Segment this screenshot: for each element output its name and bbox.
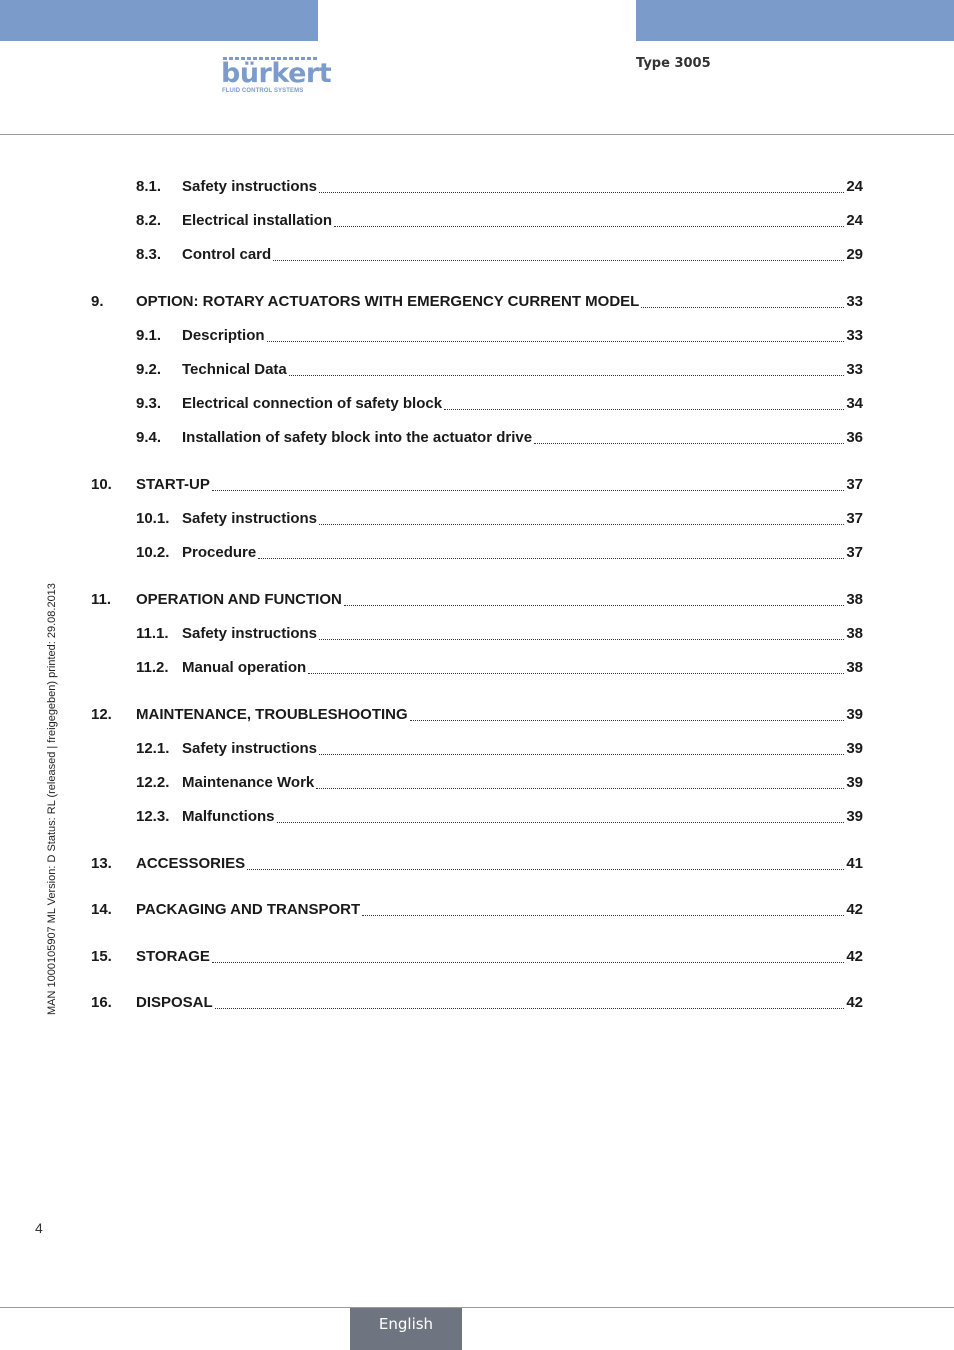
- toc-entry-title: Safety instructions: [182, 625, 318, 642]
- toc-entry-title: Safety instructions: [182, 178, 318, 195]
- toc-entry-number: 9.3.: [136, 395, 162, 412]
- toc-entry[interactable]: [91, 855, 863, 875]
- toc-dot-leader: [277, 821, 845, 823]
- toc-entry[interactable]: [136, 544, 863, 564]
- toc-entry-page: 24: [846, 212, 863, 229]
- toc-entry-title: Installation of safety block into the actuator drive: [182, 429, 533, 446]
- toc-entry-number: 8.2.: [136, 212, 162, 229]
- toc-dot-leader: [316, 787, 844, 789]
- toc-dot-leader: [344, 604, 844, 606]
- page-number: 4: [35, 1220, 43, 1236]
- toc-entry-number: 12.2.: [136, 774, 170, 791]
- toc-dot-leader: [334, 225, 844, 227]
- document-side-note: MAN 1000105907 ML Version: D Status: RL (released | freigegeben) printed: 29.08.2013: [46, 583, 58, 1015]
- toc-entry-number: 10.1.: [136, 510, 170, 527]
- toc-entry-page: 36: [846, 429, 863, 446]
- toc-entry-number: 16.: [91, 994, 112, 1011]
- toc-entry[interactable]: [91, 591, 863, 611]
- toc-entry[interactable]: [136, 659, 863, 679]
- toc-entry-number: 15.: [91, 948, 112, 965]
- toc-entry-number: 8.3.: [136, 246, 162, 263]
- toc-entry-title: MAINTENANCE, TROUBLESHOOTING: [136, 706, 408, 723]
- toc-entry[interactable]: [136, 327, 863, 347]
- toc-entry-title: Malfunctions: [182, 808, 275, 825]
- toc-entry-number: 14.: [91, 901, 112, 918]
- toc-entry[interactable]: [136, 740, 863, 760]
- toc-entry-number: 12.1.: [136, 740, 170, 757]
- toc-entry-page: 33: [846, 361, 863, 378]
- toc-entry-page: 29: [846, 246, 863, 263]
- toc-entry[interactable]: [91, 994, 863, 1014]
- footer-divider: [0, 1307, 954, 1308]
- toc-dot-leader: [273, 259, 844, 261]
- toc-entry-title: ACCESSORIES: [136, 855, 246, 872]
- toc-dot-leader: [319, 753, 844, 755]
- toc-entry-page: 39: [846, 774, 863, 791]
- toc-entry-title: Safety instructions: [182, 740, 318, 757]
- toc-entry[interactable]: [91, 901, 863, 921]
- toc-entry-title: Electrical connection of safety block: [182, 395, 443, 412]
- toc-entry-title: START-UP: [136, 476, 210, 493]
- toc-entry-number: 12.: [91, 706, 112, 723]
- toc-entry[interactable]: [136, 212, 863, 232]
- toc-entry-page: 37: [846, 510, 863, 527]
- toc-entry[interactable]: [91, 476, 863, 496]
- toc-dot-leader: [319, 638, 844, 640]
- toc-dot-leader: [319, 191, 844, 193]
- toc-entry-page: 41: [846, 855, 863, 872]
- header-bar-right: [636, 0, 954, 41]
- document-type-label: Type 3005: [636, 56, 711, 71]
- toc-dot-leader: [534, 442, 844, 444]
- toc-dot-leader: [247, 868, 844, 870]
- toc-entry[interactable]: [136, 361, 863, 381]
- toc-entry-page: 42: [846, 901, 863, 918]
- toc-entry-number: 11.: [91, 591, 112, 608]
- toc-entry-number: 9.4.: [136, 429, 162, 446]
- toc-entry-title: PACKAGING AND TRANSPORT: [136, 901, 361, 918]
- toc-entry[interactable]: [91, 293, 863, 313]
- toc-dot-leader: [410, 719, 845, 721]
- toc-entry[interactable]: [91, 706, 863, 726]
- toc-entry-number: 11.2.: [136, 659, 169, 676]
- toc-dot-leader: [212, 961, 844, 963]
- toc-entry-title: Description: [182, 327, 265, 344]
- toc-entry-title: Maintenance Work: [182, 774, 315, 791]
- header-bar-left: [0, 0, 318, 41]
- toc-entry[interactable]: [91, 948, 863, 968]
- toc-entry-page: 39: [846, 808, 863, 825]
- toc-entry-number: 9.2.: [136, 361, 162, 378]
- toc-entry-title: Procedure: [182, 544, 257, 561]
- toc-entry-page: 34: [846, 395, 863, 412]
- toc-entry-title: Control card: [182, 246, 272, 263]
- toc-entry-page: 33: [846, 293, 863, 310]
- toc-dot-leader: [215, 1007, 845, 1009]
- toc-entry[interactable]: [136, 510, 863, 530]
- toc-dot-leader: [258, 557, 844, 559]
- toc-entry[interactable]: [136, 246, 863, 266]
- toc-entry[interactable]: [136, 178, 863, 198]
- toc-entry-title: STORAGE: [136, 948, 210, 965]
- toc-dot-leader: [289, 374, 845, 376]
- toc-entry-number: 10.: [91, 476, 112, 493]
- toc-entry[interactable]: [136, 808, 863, 828]
- language-tab: English: [350, 1308, 462, 1350]
- toc-entry-title: OPTION: ROTARY ACTUATORS WITH EMERGENCY CURRENT MODEL: [136, 293, 640, 310]
- toc-entry[interactable]: [136, 625, 863, 645]
- toc-entry-number: 12.3.: [136, 808, 170, 825]
- toc-entry-number: 10.2.: [136, 544, 170, 561]
- toc-entry-number: 13.: [91, 855, 112, 872]
- toc-entry-number: 9.: [91, 293, 104, 310]
- toc-entry-page: 38: [846, 625, 863, 642]
- toc-entry-page: 37: [846, 476, 863, 493]
- toc-dot-leader: [308, 672, 844, 674]
- toc-entry-number: 11.1.: [136, 625, 169, 642]
- toc-entry[interactable]: [136, 395, 863, 415]
- toc-entry-page: 38: [846, 591, 863, 608]
- toc-entry-page: 38: [846, 659, 863, 676]
- toc-entry-title: OPERATION AND FUNCTION: [136, 591, 342, 608]
- toc-dot-leader: [267, 340, 845, 342]
- toc-entry-page: 33: [846, 327, 863, 344]
- toc-entry-number: 8.1.: [136, 178, 162, 195]
- toc-dot-leader: [319, 523, 844, 525]
- toc-dot-leader: [212, 489, 844, 491]
- toc-entry[interactable]: [136, 429, 863, 449]
- toc-entry-page: 37: [846, 544, 863, 561]
- toc-entry-page: 24: [846, 178, 863, 195]
- toc-entry-title: Manual operation: [182, 659, 307, 676]
- toc-dot-leader: [641, 306, 844, 308]
- toc-entry[interactable]: [136, 774, 863, 794]
- header-divider: [0, 134, 954, 135]
- toc-entry-title: DISPOSAL: [136, 994, 213, 1011]
- toc-entry-title: Safety instructions: [182, 510, 318, 527]
- toc-entry-title: Technical Data: [182, 361, 287, 378]
- toc-entry-page: 39: [846, 740, 863, 757]
- toc-dot-leader: [362, 914, 844, 916]
- toc-entry-number: 9.1.: [136, 327, 162, 344]
- logo-wordmark: bürkert: [221, 58, 332, 89]
- logo-tagline: FLUID CONTROL SYSTEMS: [222, 88, 304, 94]
- toc-entry-page: 42: [846, 994, 863, 1011]
- toc-entry-title: Electrical installation: [182, 212, 333, 229]
- toc-entry-page: 42: [846, 948, 863, 965]
- toc-dot-leader: [444, 408, 844, 410]
- toc-entry-page: 39: [846, 706, 863, 723]
